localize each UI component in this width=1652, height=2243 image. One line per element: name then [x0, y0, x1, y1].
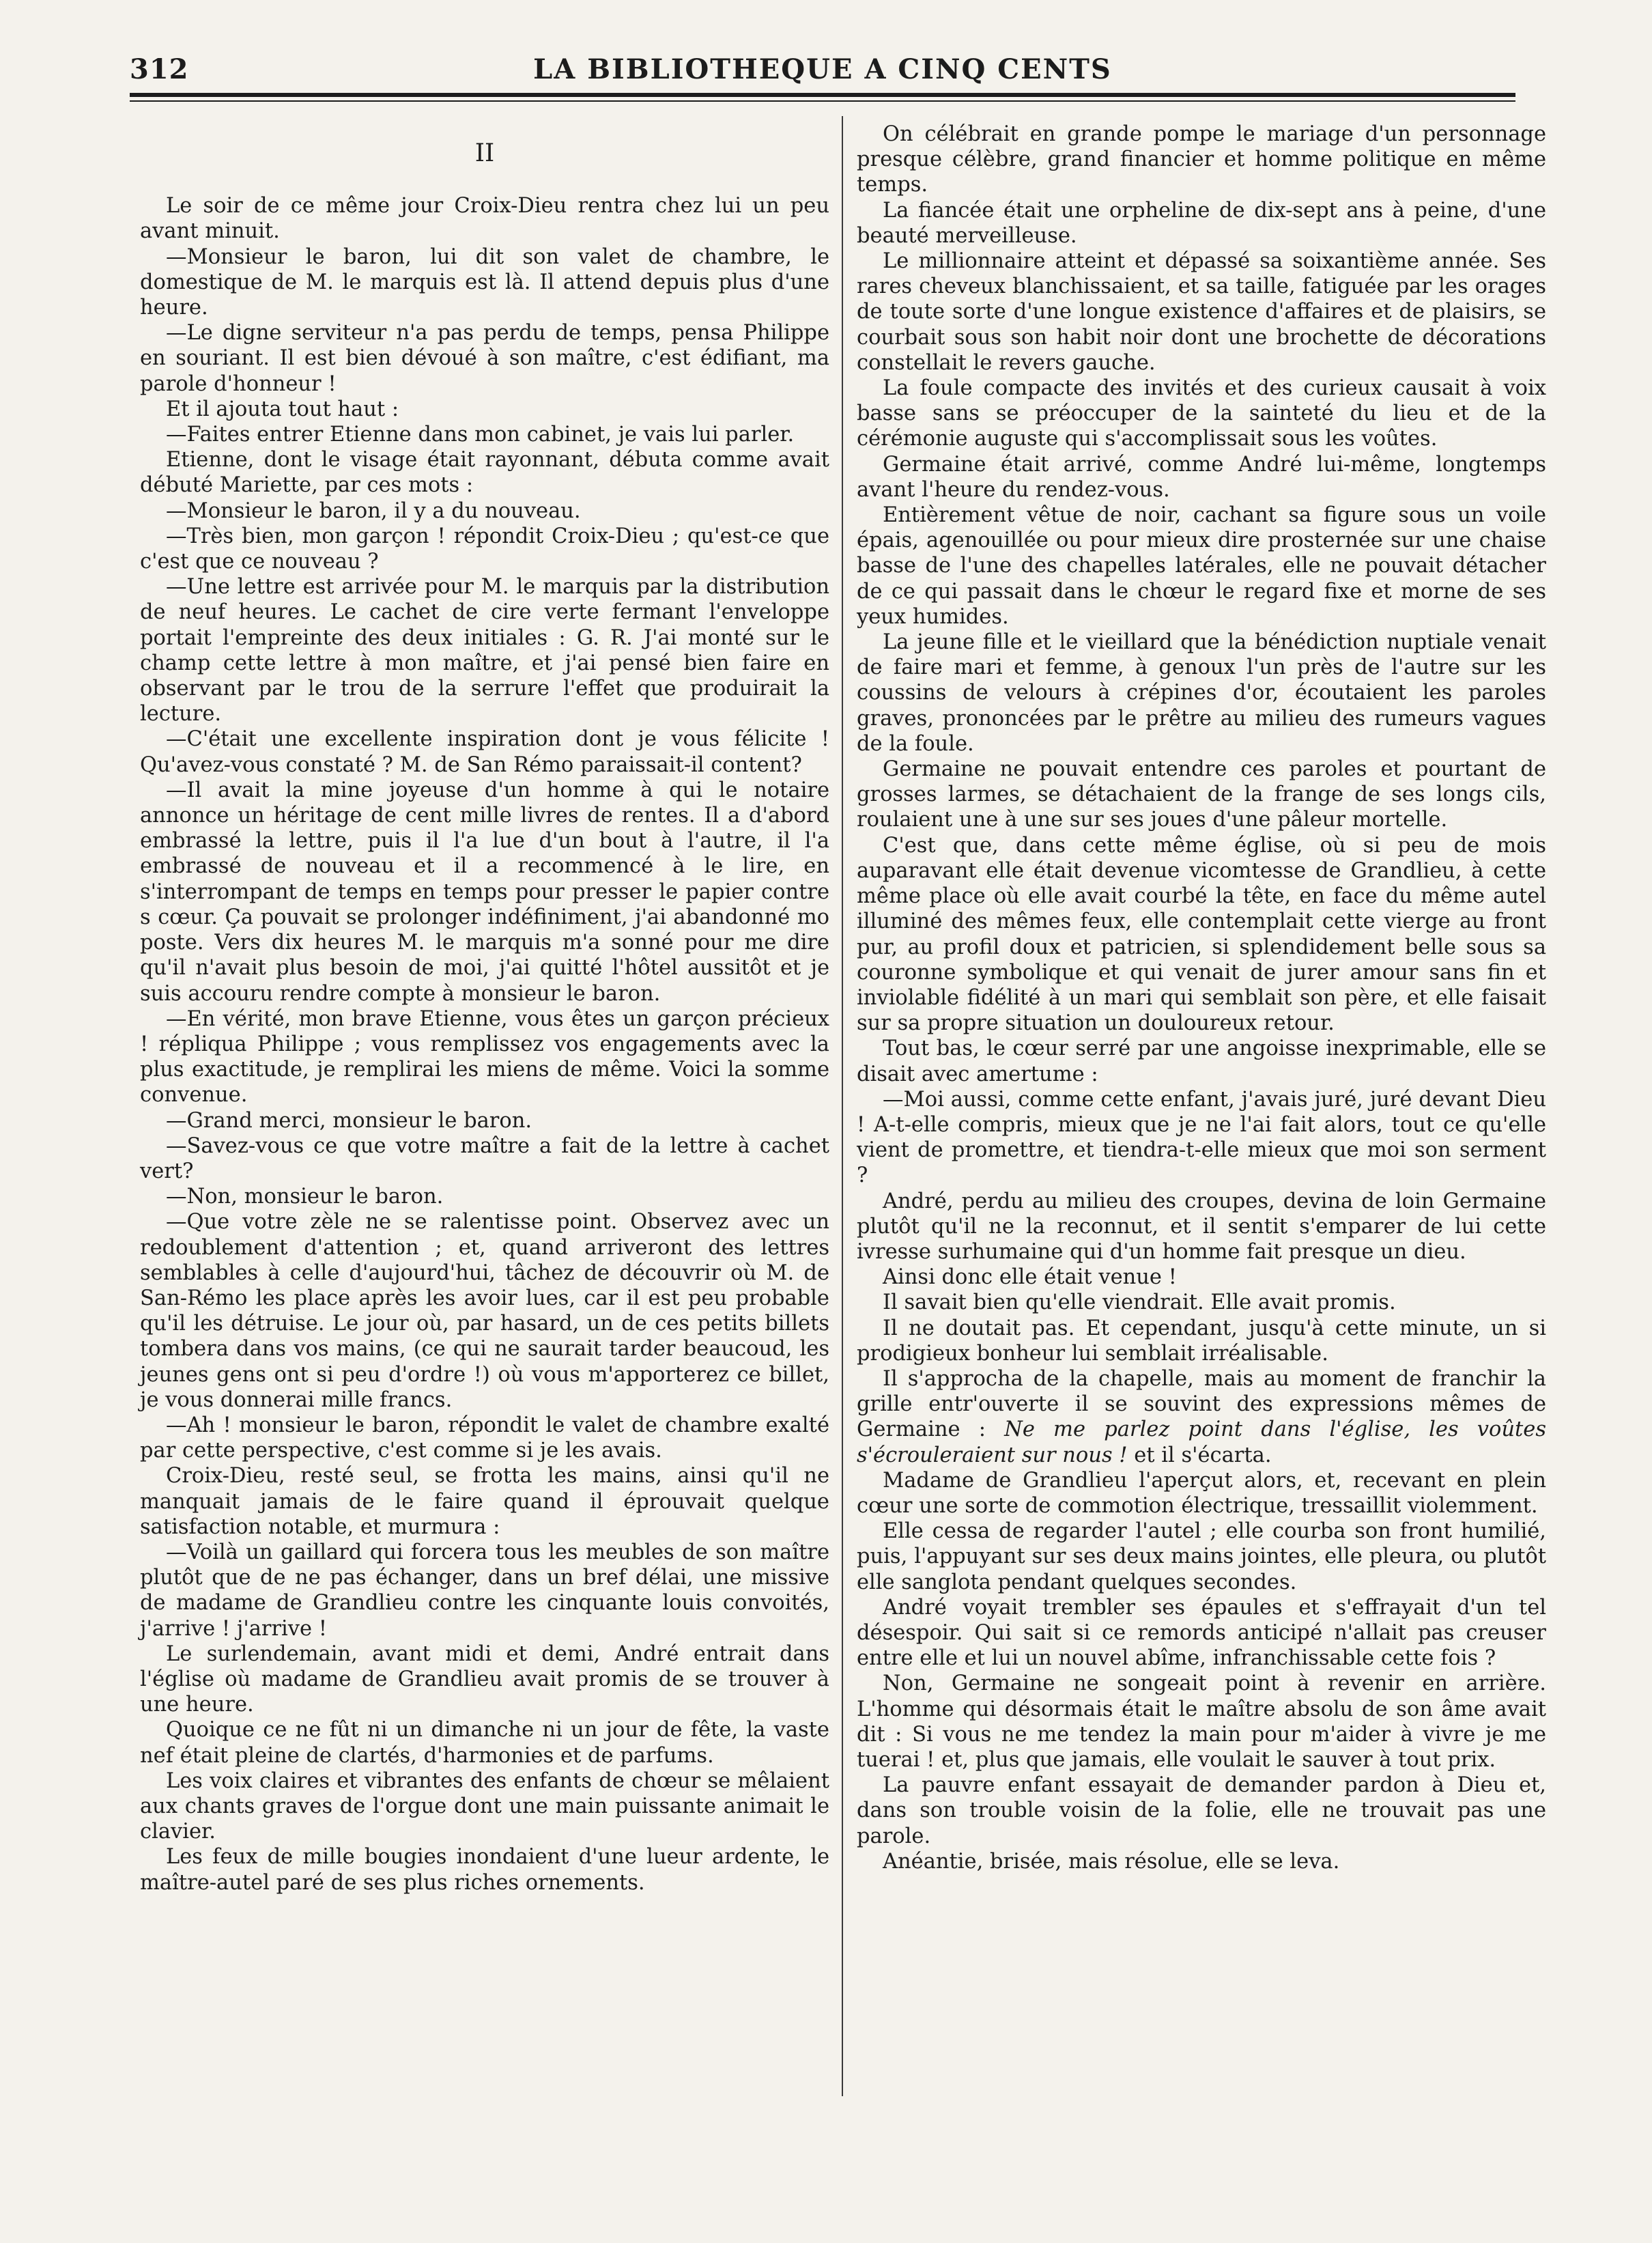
- paragraph: Madame de Grandlieu l'aperçut alors, et, recevant en plein cœur une sorte de commotion électrique, tressaillit violemment.: [857, 1468, 1546, 1518]
- page-number: 312: [130, 53, 189, 85]
- paragraph: Le millionnaire atteint et dépassé sa soixantième année. Ses rares cheveux blanchissaient, et sa taille, fatiguée par les orages de toute sorte d'une longue existence d'affaires et de plaisirs, se courbait sous son habit noir dont une brochette de décorations constellait le revers gauche.: [857, 249, 1546, 375]
- paragraph: On célébrait en grande pompe le mariage d'un personnage presque célèbre, grand financier et homme politique en même temps.: [857, 122, 1546, 197]
- paragraph: Le surlendemain, avant midi et demi, André entrait dans l'église où madame de Grandlieu avait promis de se trouver à une heure.: [140, 1641, 829, 1717]
- paragraph: Germaine était arrivé, comme André lui-même, longtemps avant l'heure du rendez-vous.: [857, 452, 1546, 502]
- page-header: [130, 48, 1515, 96]
- paragraph: Il ne doutait pas. Et cependant, jusqu'à cette minute, un si prodigieux bonheur lui semblait irréalisable.: [857, 1316, 1546, 1366]
- quote-intro: Il s'approcha de la chapelle, mais au moment de franchir la grille entr'ouverte il se souvint des expressions mêmes de Germaine :: [857, 1366, 1546, 1442]
- paragraph: La fiancée était une orpheline de dix-sept ans à peine, d'une beauté merveilleuse.: [857, 198, 1546, 248]
- paragraph: —Voilà un gaillard qui forcera tous les meubles de son maître plutôt que de ne pas échanger, dans un bref délai, une missive de madame de Grandlieu contre les cinquante louis convoités, j'arrive ! j'arrive !: [140, 1540, 829, 1641]
- paragraph: —En vérité, mon brave Etienne, vous êtes un garçon précieux ! répliqua Philippe ; vous remplissez vos engagements avec la plus exactitude, je remplirai les miens de même. Voici la somme convenue.: [140, 1006, 829, 1108]
- paragraph: —Faites entrer Etienne dans mon cabinet, je vais lui parler.: [166, 423, 795, 447]
- quote-outro: et il s'écarta.: [1127, 1443, 1272, 1467]
- running-title: LA BIBLIOTHEQUE A CINQ CENTS: [533, 53, 1112, 85]
- paragraph: —Le digne serviteur n'a pas perdu de temps, pensa Philippe en souriant. Il est bien dévoué à son maître, c'est édifiant, ma parole d'honneur !: [140, 321, 829, 396]
- paragraph: —Moi aussi, comme cette enfant, j'avais juré, juré devant Dieu ! A-t-elle compris, mieux que je ne l'ai fait alors, tout ce qu'elle vient de promettre, et tiendra-t-elle mieux que moi son serment ?: [857, 1087, 1546, 1188]
- paragraph: Les feux de mille bougies inondaient d'une lueur ardente, le maître-autel paré de ses plus riches ornements.: [140, 1845, 829, 1895]
- paragraph: Et il ajouta tout haut :: [166, 397, 399, 421]
- paragraph: Etienne, dont le visage était rayonnant, débuta comme avait débuté Mariette, par ces mots :: [140, 448, 829, 498]
- paragraph: —Non, monsieur le baron.: [166, 1185, 444, 1209]
- paragraph: Croix-Dieu, resté seul, se frotta les mains, ainsi qu'il ne manquait jamais de le faire quand il éprouvait quelque satisfaction notable, et murmura :: [140, 1464, 829, 1539]
- paragraph: —Que votre zèle ne se ralentisse point. Observez avec un redoublement d'attention ; et, quand arriveront des lettres semblables à celle d'aujourd'hui, tâchez de découvrir où M. de San-Rémo les place après les avoir lues, car il est peu probable qu'il les détruise. Le jour où, par hasard, un de ces petits billets tombera dans vos mains, (ce qui ne saurait tarder beaucoud, les jeunes gens ont si peu d'ordre !) où vous m'apporterez ce billet, je vous donnerai mille francs.: [140, 1210, 829, 1412]
- paragraph: Entièrement vêtue de noir, cachant sa figure sous un voile épais, agenouillée ou pour mieux dire prosternée sur une chaise basse de l'une des chapelles latérales, elle ne pouvait détacher de ce qui passait dans le chœur le regard fixe et morne de ses yeux humides.: [857, 503, 1546, 629]
- paragraph: Germaine ne pouvait entendre ces paroles et pourtant de grosses larmes, se détachaient de la frange de ses longs cils, roulaient une à une sur ses joues d'une pâleur mortelle.: [857, 757, 1546, 832]
- paragraph: —Grand merci, monsieur le baron.: [166, 1108, 532, 1133]
- paragraph: Les voix claires et vibrantes des enfants de chœur se mêlaient aux chants graves de l'orgue dont une main puissante animait le clavier.: [140, 1768, 829, 1844]
- paragraph: Ainsi donc elle était venue !: [883, 1265, 1177, 1290]
- right-column: [857, 122, 1546, 1874]
- column-divider: [842, 116, 843, 2096]
- paragraph: La jeune fille et le vieillard que la bénédiction nuptiale venait de faire mari et femme, à genoux l'un près de l'autre sur les coussins de velours à crépines d'or, écoutaient les paroles graves, prononcées par le prêtre au milieu des rumeurs vagues de la foule.: [857, 630, 1546, 756]
- paragraph: Elle cessa de regarder l'autel ; elle courba son front humilié, puis, l'appuyant sur ses deux mains jointes, elle pleura, ou plutôt elle sanglota pendant quelques secondes.: [857, 1519, 1546, 1594]
- paragraph: Le soir de ce même jour Croix-Dieu rentra chez lui un peu avant minuit.: [140, 194, 829, 244]
- paragraph: La foule compacte des invités et des curieux causait à voix basse sans se préoccuper de la sainteté du lieu et de la cérémonie auguste qui s'accomplissait sous les voûtes.: [857, 376, 1546, 451]
- paragraph: —Monsieur le baron, lui dit son valet de chambre, le domestique de M. le marquis est là. Il attend depuis plus d'une heure.: [140, 244, 829, 320]
- paragraph: Quoique ce ne fût ni un dimanche ni un jour de fête, la vaste nef était pleine de clartés, d'harmonies et de parfums.: [140, 1718, 829, 1768]
- paragraph: Anéantie, brisée, mais résolue, elle se leva.: [883, 1849, 1340, 1874]
- left-paragraphs: [140, 193, 829, 1895]
- section-numeral: II: [474, 139, 495, 167]
- paragraph: —Il avait la mine joyeuse d'un homme à qui le notaire annonce un héritage de cent mille livres de rentes. Il a d'abord embrassé la lettre, puis il l'a lue d'un bout à l'autre, il l'a embrassé de nouveau et il a recommencé à le lire, en s'interrompant de temps en temps pour presser le papier contre s cœur. Ça pouvait se prolonger indéfiniment, j'ai abandonné mo poste. Vers dix heures M. le marquis m'a sonné pour me dire qu'il n'avait plus besoin de moi, j'ai quitté l'hôtel aussitôt et je suis accouru rendre compte à monsieur le baron.: [140, 778, 829, 1006]
- paragraph: —Très bien, mon garçon ! répondit Croix-Dieu ; qu'est-ce que c'est que ce nouveau ?: [140, 524, 829, 574]
- paragraph: [857, 1366, 1546, 1468]
- paragraph: —Monsieur le baron, il y a du nouveau.: [166, 498, 581, 523]
- header-rule-thin: [130, 100, 1515, 102]
- paragraph: C'est que, dans cette même église, où si peu de mois auparavant elle était devenue vicomtesse de Grandlieu, à cette même place où elle avait courbé la tête, en face du même autel illuminé des mêmes feux, elle contemplait cette vierge au front pur, au profil doux et patricien, si splendidement belle sous sa couronne symbolique et qui venait de jurer amour sans fin et inviolable fidélité à un mari qui semblait son père, et elle faisait sur sa propre situation un douloureux retour.: [857, 833, 1546, 1036]
- paragraph: —Une lettre est arrivée pour M. le marquis par la distribution de neuf heures. Le cachet de cire verte fermant l'enveloppe portait l'empreinte des deux initiales : G. R. J'ai monté sur le champ cette lettre à mon maître, et j'ai pensé bien faire en observant par le trou de la serrure l'effet que produirait la lecture.: [140, 575, 829, 726]
- paragraph: Il savait bien qu'elle viendrait. Elle avait promis.: [883, 1290, 1396, 1315]
- paragraph: André, perdu au milieu des croupes, devina de loin Germaine plutôt qu'il ne la reconnut, et il sentit s'emparer de lui cette ivresse surhumaine qui d'un homme fait presque un dieu.: [857, 1189, 1546, 1264]
- paragraph: Tout bas, le cœur serré par une angoisse inexprimable, elle se disait avec amertume :: [857, 1036, 1546, 1086]
- italic-quote: Ne me parlez point dans l'église, les voûtes s'écrouleraient sur nous !: [857, 1417, 1546, 1467]
- header-rule-thick: [130, 93, 1515, 97]
- paragraph: —Ah ! monsieur le baron, répondit le valet de chambre exalté par cette perspective, c'est comme si je les avais.: [140, 1413, 829, 1463]
- paragraph: —Savez-vous ce que votre maître a fait de la lettre à cachet vert?: [140, 1133, 829, 1183]
- paragraph: André voyait trembler ses épaules et s'effrayait d'un tel désespoir. Qui sait si ce remords anticipé n'allait pas creuser entre elle et lui un nouvel abîme, infranchissable cette fois ?: [857, 1595, 1546, 1671]
- paragraph: La pauvre enfant essayait de demander pardon à Dieu et, dans son trouble voisin de la folie, elle ne trouvait pas une parole.: [857, 1773, 1546, 1848]
- paragraph: —C'était une excellente inspiration dont je vous félicite ! Qu'avez-vous constaté ? M. de San Rémo paraissait-il content?: [140, 727, 829, 777]
- paragraph: Non, Germaine ne songeait point à revenir en arrière. L'homme qui désormais était le maître absolu de son âme avait dit : Si vous ne me tendez la main pour m'aider à vivre je me tuerai ! et, plus que jamais, elle voulait le sauver à tout prix.: [857, 1671, 1546, 1772]
- left-column: [140, 122, 829, 1895]
- right-paragraphs-after: [857, 1468, 1546, 1874]
- right-paragraphs-before: [857, 122, 1546, 1366]
